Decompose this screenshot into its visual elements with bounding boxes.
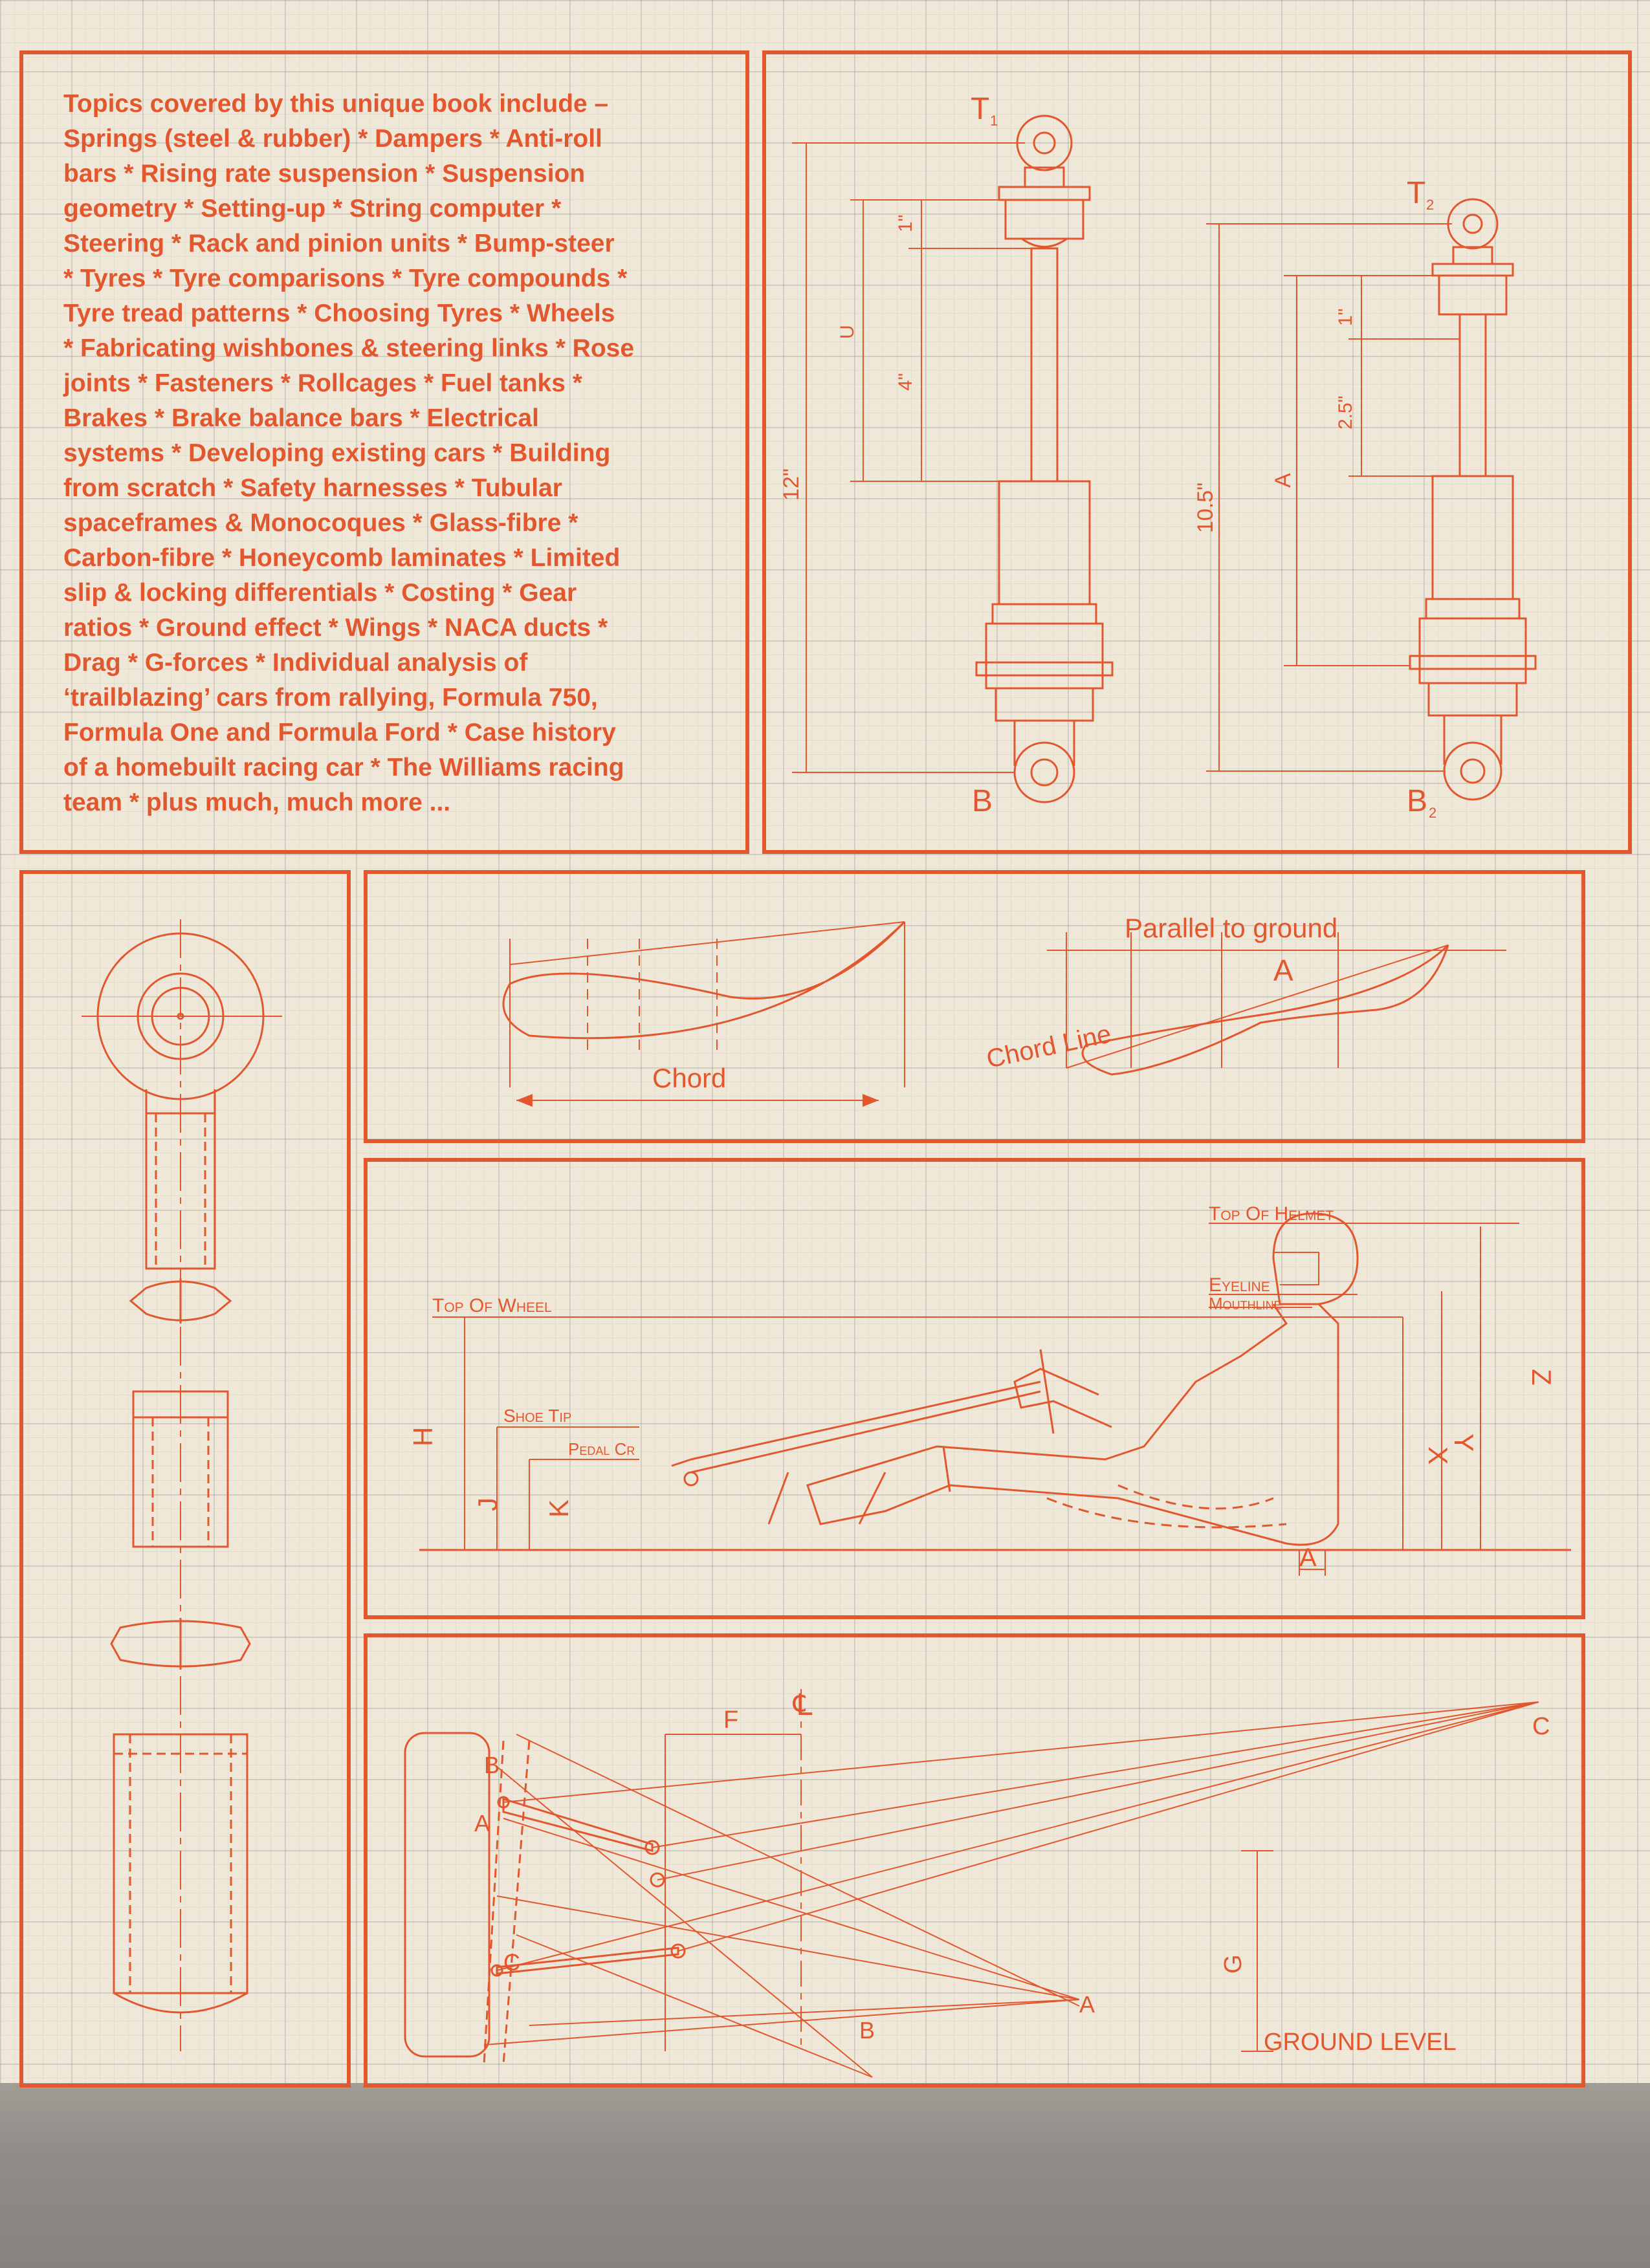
topics-panel <box>19 50 749 854</box>
g-label: G <box>1220 1954 1247 1974</box>
dim-4-label: 4" <box>895 373 916 391</box>
t2-sub: 2 <box>1426 197 1435 213</box>
dim-2-5-label: 2.5" <box>1335 395 1356 430</box>
topics-line: Tyre tread patterns * Choosing Tyres * Wheels <box>63 300 615 327</box>
topics-line: Brakes * Brake balance bars * Electrical <box>63 404 539 432</box>
y-label: Y <box>1449 1434 1479 1452</box>
aerofoil-panel <box>364 870 1585 1143</box>
t1-label: T <box>971 92 990 126</box>
eyeline-label: Eyeline <box>1209 1274 1270 1296</box>
topics-line: Springs (steel & rubber) * Dampers * Anti-roll <box>63 125 602 153</box>
damper-right <box>1410 199 1535 800</box>
driver-position-diagram <box>368 1162 1589 1623</box>
topics-line: team * plus much, much more ... <box>63 789 451 816</box>
chord-line-label: Chord Line <box>984 1020 1114 1074</box>
c-left-label: C <box>503 1949 520 1976</box>
b-bottom-label: B <box>859 2017 875 2044</box>
rod-end-panel <box>19 870 351 2088</box>
topics-line: systems * Developing existing cars * Building <box>63 439 611 467</box>
topics-line: * Tyres * Tyre comparisons * Tyre compounds * <box>63 265 628 292</box>
topics-line: * Fabricating wishbones & steering links * Rose <box>63 334 635 362</box>
topics-line: Formula One and Formula Ford * Case history <box>63 719 616 747</box>
a-label: A <box>1299 1543 1317 1572</box>
topics-line: ratios * Ground effect * Wings * NACA ducts * <box>63 614 608 642</box>
topics-line: joints * Fasteners * Rollcages * Fuel tanks * <box>63 369 582 397</box>
top-of-wheel-label: Top Of Wheel <box>432 1295 552 1316</box>
b1-label: B <box>972 784 993 818</box>
suspension-geometry-diagram <box>368 1637 1589 2091</box>
dim-12-label: 12" <box>779 468 804 501</box>
topics-line: of a homebuilt racing car * The Williams racing <box>63 754 624 781</box>
driver-position-panel <box>364 1158 1585 1619</box>
a-bottom-label: A <box>1079 1991 1095 2018</box>
topics-line: slip & locking differentials * Costing * Gear <box>63 579 577 607</box>
a-left-label: A <box>474 1810 490 1837</box>
topics-line: Carbon-fibre * Honeycomb laminates * Limited <box>63 544 621 572</box>
x-label: X <box>1423 1446 1453 1465</box>
damper-dimension-lines <box>792 143 1460 772</box>
pedal-cr-label: Pedal Cr <box>568 1439 635 1459</box>
top-of-helmet-label: Top Of Helmet <box>1209 1203 1334 1225</box>
b-left-label: B <box>484 1752 500 1778</box>
angle-a-label: A <box>1273 954 1293 987</box>
f-label: F <box>723 1706 739 1734</box>
z-label: Z <box>1526 1369 1557 1386</box>
topics-line: ‘trailblazing’ cars from rallying, Formula 750, <box>63 684 598 712</box>
parallel-label: Parallel to ground <box>1125 913 1338 943</box>
k-label: K <box>544 1499 574 1518</box>
suspension-geometry-panel <box>364 1633 1585 2088</box>
chord-label: Chord <box>652 1063 727 1093</box>
centerline-label: ℄ <box>793 1688 813 1721</box>
damper-left <box>976 116 1112 802</box>
h-label: H <box>408 1426 438 1446</box>
topics-line: spaceframes & Monocoques * Glass-fibre * <box>63 509 578 537</box>
topics-line: geometry * Setting-up * String computer * <box>63 195 562 223</box>
rod-end-diagram <box>23 874 355 2091</box>
dim-10-5-label: 10.5" <box>1193 482 1218 533</box>
dim-a-label: A <box>1271 473 1295 488</box>
topics-line: from scratch * Safety harnesses * Tubular <box>63 474 562 502</box>
dim-u-label: U <box>837 325 858 339</box>
b2-label: B <box>1407 784 1428 818</box>
topics-text <box>63 87 723 820</box>
b2-sub: 2 <box>1429 805 1437 821</box>
topics-line: Drag * G-forces * Individual analysis of <box>63 649 528 677</box>
topics-line: Topics covered by this unique book include – <box>63 90 609 118</box>
t1-sub: 1 <box>990 113 998 129</box>
damper-diagram <box>766 54 1636 858</box>
ground-level-label: GROUND LEVEL <box>1264 2029 1457 2056</box>
mouthline-label: Mouthline <box>1209 1294 1282 1313</box>
topics-line: bars * Rising rate suspension * Suspension <box>63 160 586 188</box>
dim-1b-label: 1" <box>1335 308 1356 326</box>
dim-1a-label: 1" <box>895 214 916 232</box>
shoe-tip-label: Shoe Tip <box>503 1406 572 1426</box>
j-label: J <box>472 1498 503 1511</box>
c-top-label: C <box>1532 1713 1550 1740</box>
damper-diagram-panel <box>762 50 1632 854</box>
scanner-edge-band <box>0 2083 1650 2268</box>
t2-label: T <box>1407 176 1426 210</box>
topics-line: Steering * Rack and pinion units * Bump-steer <box>63 230 615 257</box>
aerofoil-diagram <box>368 874 1589 1147</box>
